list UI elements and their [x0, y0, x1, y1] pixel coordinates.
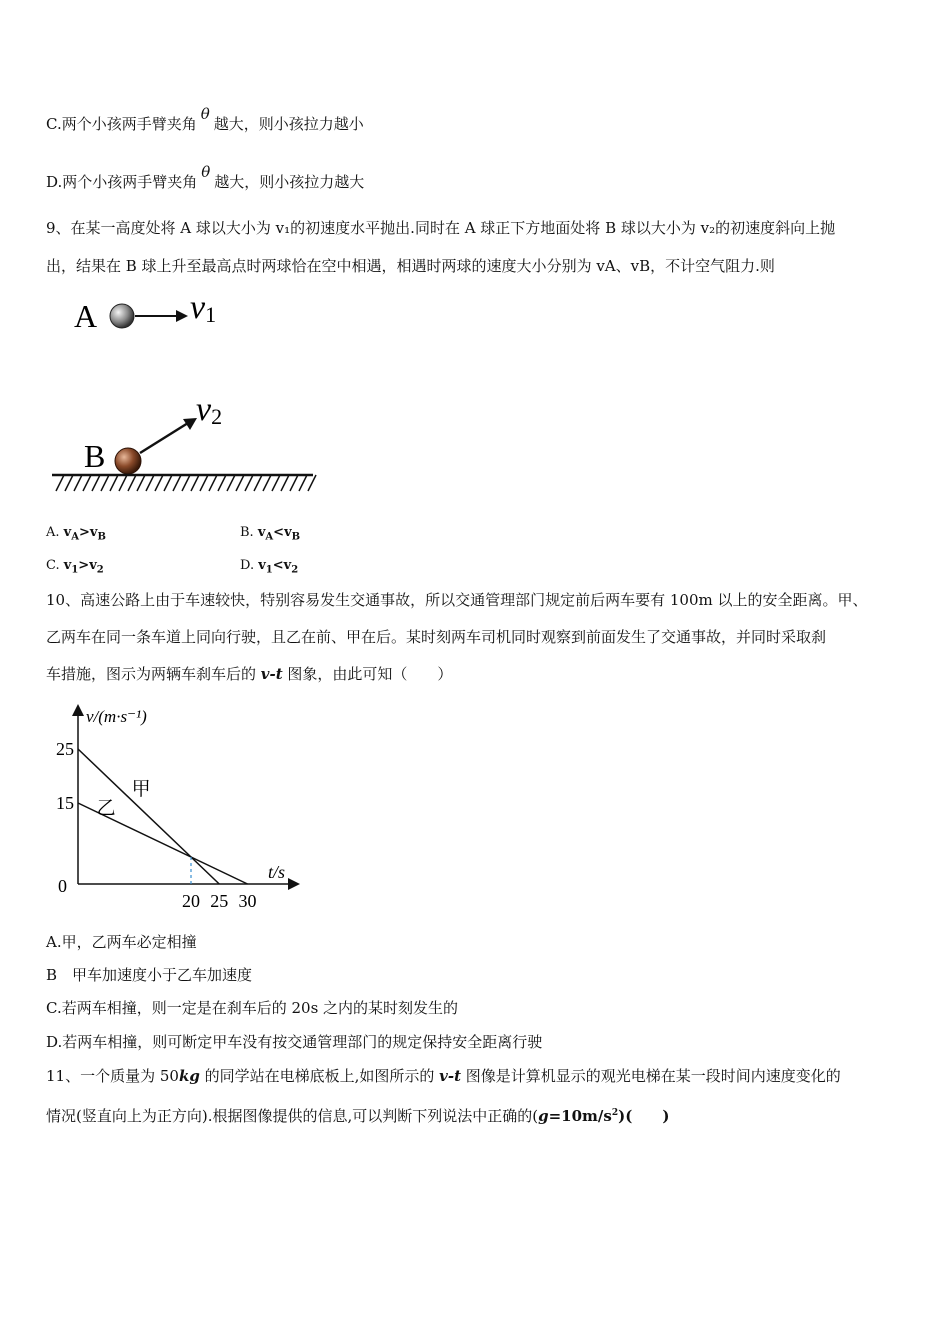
ball-b [115, 448, 141, 474]
hatch-mark [236, 475, 244, 491]
hatch-mark [146, 475, 154, 491]
hatch-mark [245, 475, 253, 491]
q11-stem-line2: 情况(竖直向上为正方向).根据图像提供的信息,可以判断下列说法中正确的$(g=10m/s^2)$( ) [46, 1107, 670, 1125]
q10-option-c: C.若两车相撞，则一定是在刹车后的 20s 之内的某时刻发生的 [46, 999, 459, 1017]
y-tick-label: 25 [56, 739, 74, 759]
y-axis-label: v/(m·s⁻¹) [86, 707, 147, 726]
hatch-mark [272, 475, 280, 491]
origin-label: 0 [58, 876, 67, 896]
ball-a-label: A [74, 298, 98, 334]
q8-option-c: C.两个小孩两手臂夹角θ越大，则小孩拉力越小 [46, 105, 364, 133]
q11-stem-line1: 11、一个质量为 50kg 的同学站在电梯底板上,如图所示的 v-t 图像是计算机显示的观光电梯在某一段时间内速度变化的 [46, 1067, 841, 1085]
hatch-mark [164, 475, 172, 491]
v2-label: v2 [196, 391, 223, 429]
x-tick-label: 20 [182, 891, 200, 911]
q10-option-b: B 甲车加速度小于乙车加速度 [46, 966, 253, 984]
q9-option-a: A. $v_A>v_B$ [46, 525, 106, 543]
hatch-mark [110, 475, 118, 491]
q9-stem-line2: 出，结果在 B 球上升至最高点时两球恰在空中相遇，相遇时两球的速度大小分别为 vA、vB，不计空气阻力.则 [46, 257, 775, 275]
hatch-mark [101, 475, 109, 491]
x-tick-label: 30 [238, 891, 257, 911]
ball-b-label: B [84, 438, 106, 474]
hatch-mark [137, 475, 145, 491]
hatch-mark [83, 475, 91, 491]
hatch-mark [191, 475, 199, 491]
series-label-yi: 乙 [96, 797, 116, 819]
series-label-jia: 甲 [131, 778, 151, 800]
v2-arrow [140, 423, 188, 453]
q8-option-d: D.两个小孩两手臂夹角θ越大，则小孩拉力越大 [46, 163, 365, 191]
hatch-mark [281, 475, 289, 491]
hatch-mark [263, 475, 271, 491]
ball-a [110, 304, 134, 328]
hatch-mark [155, 475, 163, 491]
q10-option-d: D.若两车相撞，则可断定甲车没有按交通管理部门的规定保持安全距离行驶 [46, 1033, 543, 1051]
q9-option-b: B. $v_A<v_B$ [240, 525, 301, 543]
v1-label: v1 [190, 289, 217, 327]
q10-option-a: A.甲，乙两车必定相撞 [46, 933, 197, 951]
theta-symbol: θ [200, 105, 210, 123]
hatch-mark [74, 475, 82, 491]
hatch-mark [209, 475, 217, 491]
q9-option-c: C. $v_1>v_2$ [46, 558, 104, 576]
x-tick-label: 25 [210, 891, 229, 911]
hatch-mark [173, 475, 181, 491]
hatch-mark [128, 475, 136, 491]
q10-stem-line2: 乙两车在同一条车道上同向行驶，且乙在前、甲在后。某时刻两车司机同时观察到前面发生了交通事故，并同时采取刹 [46, 628, 827, 646]
ground-hatching [56, 475, 316, 491]
y-tick-label: 15 [56, 793, 74, 813]
q10-stem-line1: 10、高速公路上由于车速较快，特别容易发生交通事故，所以交通管理部门规定前后两车要有 100m 以上的安全距离。甲、 [46, 591, 868, 609]
theta-symbol: θ [201, 163, 211, 181]
q9-stem-line1: 9、在某一高度处将 A 球以大小为 v₁的初速度水平抛出.同时在 A 球正下方地面处将 B 球以大小为 v₂的初速度斜向上抛 [46, 219, 836, 237]
hatch-mark [308, 475, 316, 491]
hatch-mark [299, 475, 307, 491]
hatch-mark [65, 475, 73, 491]
hatch-mark [200, 475, 208, 491]
q10-vt-chart [44, 700, 304, 915]
hatch-mark [92, 475, 100, 491]
v1-arrowhead [176, 310, 188, 322]
hatch-mark [182, 475, 190, 491]
q9-figure [40, 285, 340, 500]
hatch-mark [290, 475, 298, 491]
hatch-mark [254, 475, 262, 491]
hatch-mark [119, 475, 127, 491]
q9-option-d: D. $v_1<v_2$ [240, 558, 299, 576]
q10-stem-line3: 车措施，图示为两辆车刹车后的 v-t 图象，由此可知（ ） [46, 665, 453, 683]
hatch-mark [56, 475, 64, 491]
x-axis-label: t/s [268, 862, 286, 882]
hatch-mark [227, 475, 235, 491]
hatch-mark [218, 475, 226, 491]
